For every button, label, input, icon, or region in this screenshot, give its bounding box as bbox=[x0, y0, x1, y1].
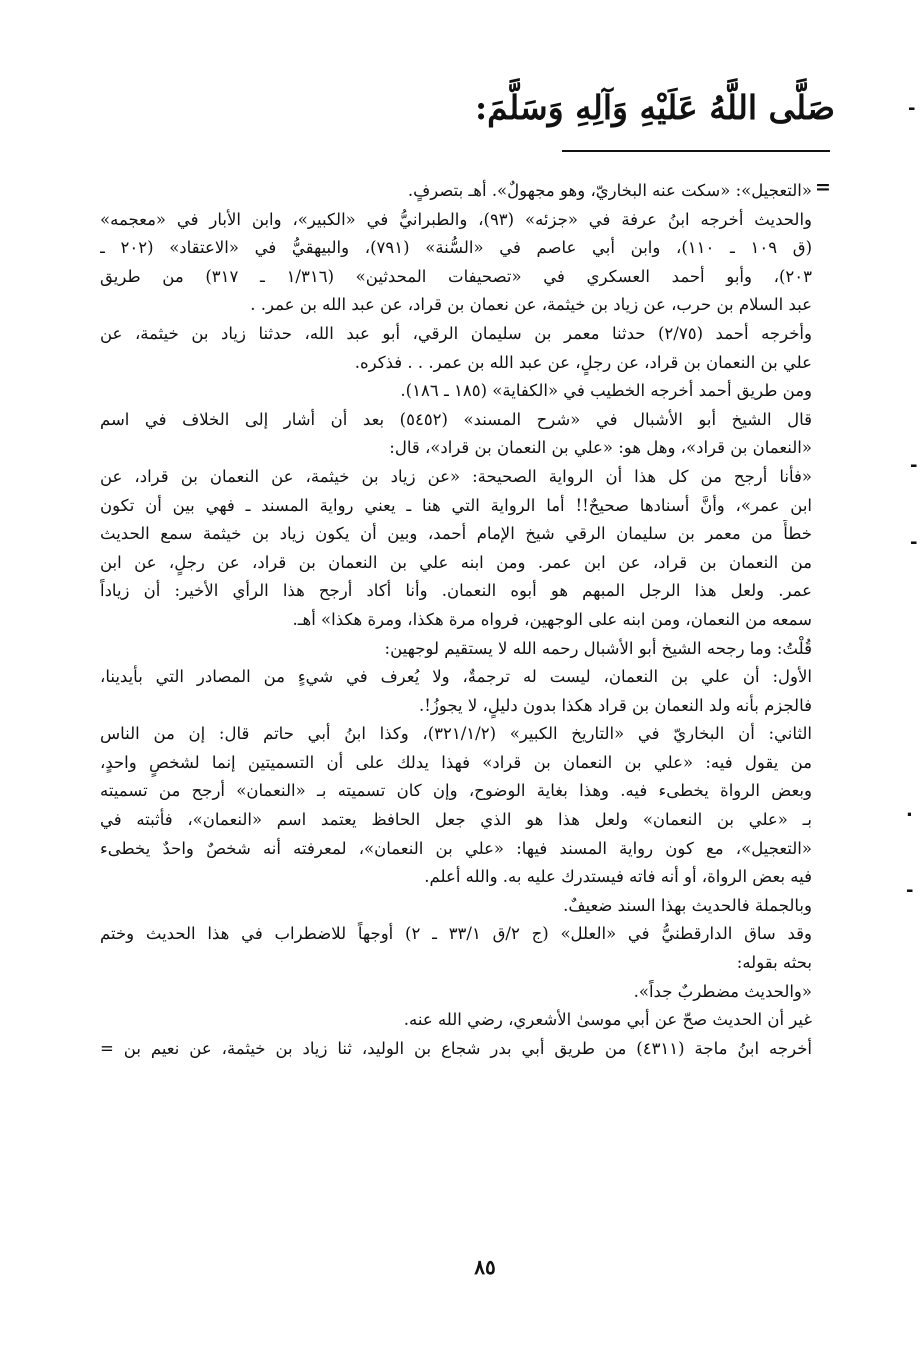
footnote-line: وقد ساق الدارقطنيُّ في «العلل» (ج ٢/ق ٣٣/١ ـ ٢) أوجهاً للاضطراب في هذا الحديث وختم bbox=[100, 924, 812, 944]
footnote-line: عمر. ولعل هذا الرجل المبهم هو أبوه النعمان. وأنا أكاد أرجح هذا الرأي الأخير: أن زياداً bbox=[100, 581, 812, 601]
footnote-line: وبالجملة فالحديث بهذا السند ضعيفٌ. bbox=[563, 895, 812, 915]
footnote-line: الأول: أن علي بن النعمان، ليست له ترجمةٌ، ولا يُعرف في شيءٍ من المصادر التي بأيدينا، bbox=[100, 667, 812, 687]
footnote-line: «النعمان بن قراد»، وهل هو: «علي بن النعمان بن قراد»، قال: bbox=[389, 438, 812, 458]
footnote-line: والحديث أخرجه ابنُ عرفة في «جزئه» (٩٣)، والطبرانيُّ في «الكبير»، وابن الأبار في «معجمه» bbox=[100, 209, 812, 229]
footnote-line: أخرجه ابنُ ماجة (٤٣١١) من طريق أبي بدر شجاع بن الوليد، ثنا زياد بن خيثمة، عن نعيم بن = bbox=[100, 1038, 812, 1058]
margin-mark: - bbox=[908, 98, 916, 119]
footnote-body bbox=[100, 177, 812, 1063]
footnote-line: خطأً من معمر بن سليمان الرقي شيخ الإمام أحمد، وبين أن يكون زياد بن خيثمة سمع الحديث bbox=[100, 524, 812, 544]
footnote-line: من يقول فيه: «علي بن النعمان بن قراد» فهذا يدلك على أن التسميتين إنما لشخصٍ واحدٍ، bbox=[100, 752, 812, 772]
footnote-line: الثاني: أن البخاريّ في «التاريخ الكبير» (٣٢١/١/٢)، وكذا ابنُ أبي حاتم قال: إن من الناس bbox=[100, 724, 812, 744]
footnote-line: (ق ١٠٩ ـ ١١٠)، وابن أبي عاصم في «السُّنة» (٧٩١)، والبيهقيُّ في «الاعتقاد» (٢٠٢ ـ bbox=[100, 238, 812, 258]
footnote-line: وأخرجه أحمد (٢/٧٥) حدثنا معمر بن سليمان الرقي، أبو عبد الله، حدثنا زياد بن خيثمة، عن bbox=[100, 323, 812, 343]
margin-mark: - bbox=[910, 532, 918, 553]
salutation-heading: صَلَّى اللَّهُ عَلَيْهِ وَآلِهِ وَسَلَّمَ: bbox=[474, 88, 835, 127]
footnote-separator-rule bbox=[562, 150, 830, 152]
footnote-line: سمعه من النعمان، ومن ابنه على الوجهين، فرواه مرة هكذا، ومرة هكذا» أهـ. bbox=[292, 609, 812, 629]
footnote-line: وبعض الرواة يخطىء فيه. وهذا بغاية الوضوح، وإن كان تسميته بـ «النعمان» أرجح من تسميته bbox=[100, 781, 812, 801]
continuation-mark: = bbox=[815, 176, 831, 198]
footnote-line: علي بن النعمان بن قراد، عن رجلٍ، عن عبد الله بن عمر. . . فذكره. bbox=[354, 352, 812, 372]
footnote-line: «والحديث مضطربٌ جداً». bbox=[633, 981, 812, 1001]
footnote-line: بحثه بقوله: bbox=[736, 953, 812, 973]
margin-mark: . bbox=[906, 800, 913, 821]
footnote-line: «التعجيل»، مع كون رواية المسند فيها: «علي بن النعمان»، لمعرفته أنه شخصٌ واحدٌ يخطىء bbox=[100, 838, 812, 858]
page-number: ٨٥ bbox=[474, 1255, 496, 1279]
footnote-line: عبد السلام بن حرب، عن زياد بن خيثمة، عن نعمان بن قراد، عن عبد الله بن عمر. . bbox=[250, 295, 812, 315]
footnote-line: غير أن الحديث صحّ عن أبي موسىٰ الأشعري، رضي الله عنه. bbox=[403, 1010, 812, 1030]
footnote-line: «فأنا أرجح من كل هذا أن الرواية الصحيحة: «عن زياد بن خيثمة، عن النعمان بن قراد، عن bbox=[100, 466, 812, 486]
footnote-line: ابن عمر»، وأنَّ أسنادها صحيحٌ!! أما الرواية التي هنا ـ يعني رواية المسند ـ فهي بين أن تكون bbox=[100, 495, 812, 515]
footnote-line: ٢٠٣)، وأبو أحمد العسكري في «تصحيفات المحدثين» (١/٣١٦ ـ ٣١٧) من طريق bbox=[100, 266, 812, 286]
footnote-line: فيه بعض الرواة، أو أنه فاته فيستدرك عليه به. والله أعلم. bbox=[424, 867, 812, 887]
footnote-line: قُلْتُ: وما رجحه الشيخ أبو الأشبال رحمه الله لا يستقيم لوجهين: bbox=[384, 638, 812, 658]
footnote-line: قال الشيخ أبو الأشبال في «شرح المسند» (٥٤٥٢) بعد أن أشار إلى الخلاف في اسم bbox=[100, 409, 812, 429]
footnote-line: من النعمان بن قراد، عن ابن عمر. ومن ابنه علي بن النعمان بن قراد، عن رجلٍ، عن ابن bbox=[100, 552, 812, 572]
footnote-line: «التعجيل»: «سكت عنه البخاريّ، وهو مجهولٌ». أهـ بتصرفٍ. bbox=[407, 181, 812, 200]
margin-mark: - bbox=[910, 455, 918, 476]
footnote-line: ومن طريق أحمد أخرجه الخطيب في «الكفاية» (١٨٥ ـ ١٨٦). bbox=[400, 381, 812, 401]
footnote-line: فالجزم بأنه ولد النعمان بن قراد هكذا بدون دليلٍ، لا يجوزُ!. bbox=[419, 695, 812, 715]
footnote-line: بـ «علي بن النعمان» ولعل هذا هو الذي جعل الحافظ يعتمد اسم «النعمان»، فأثبته في bbox=[100, 810, 812, 830]
margin-mark: - bbox=[906, 880, 914, 901]
